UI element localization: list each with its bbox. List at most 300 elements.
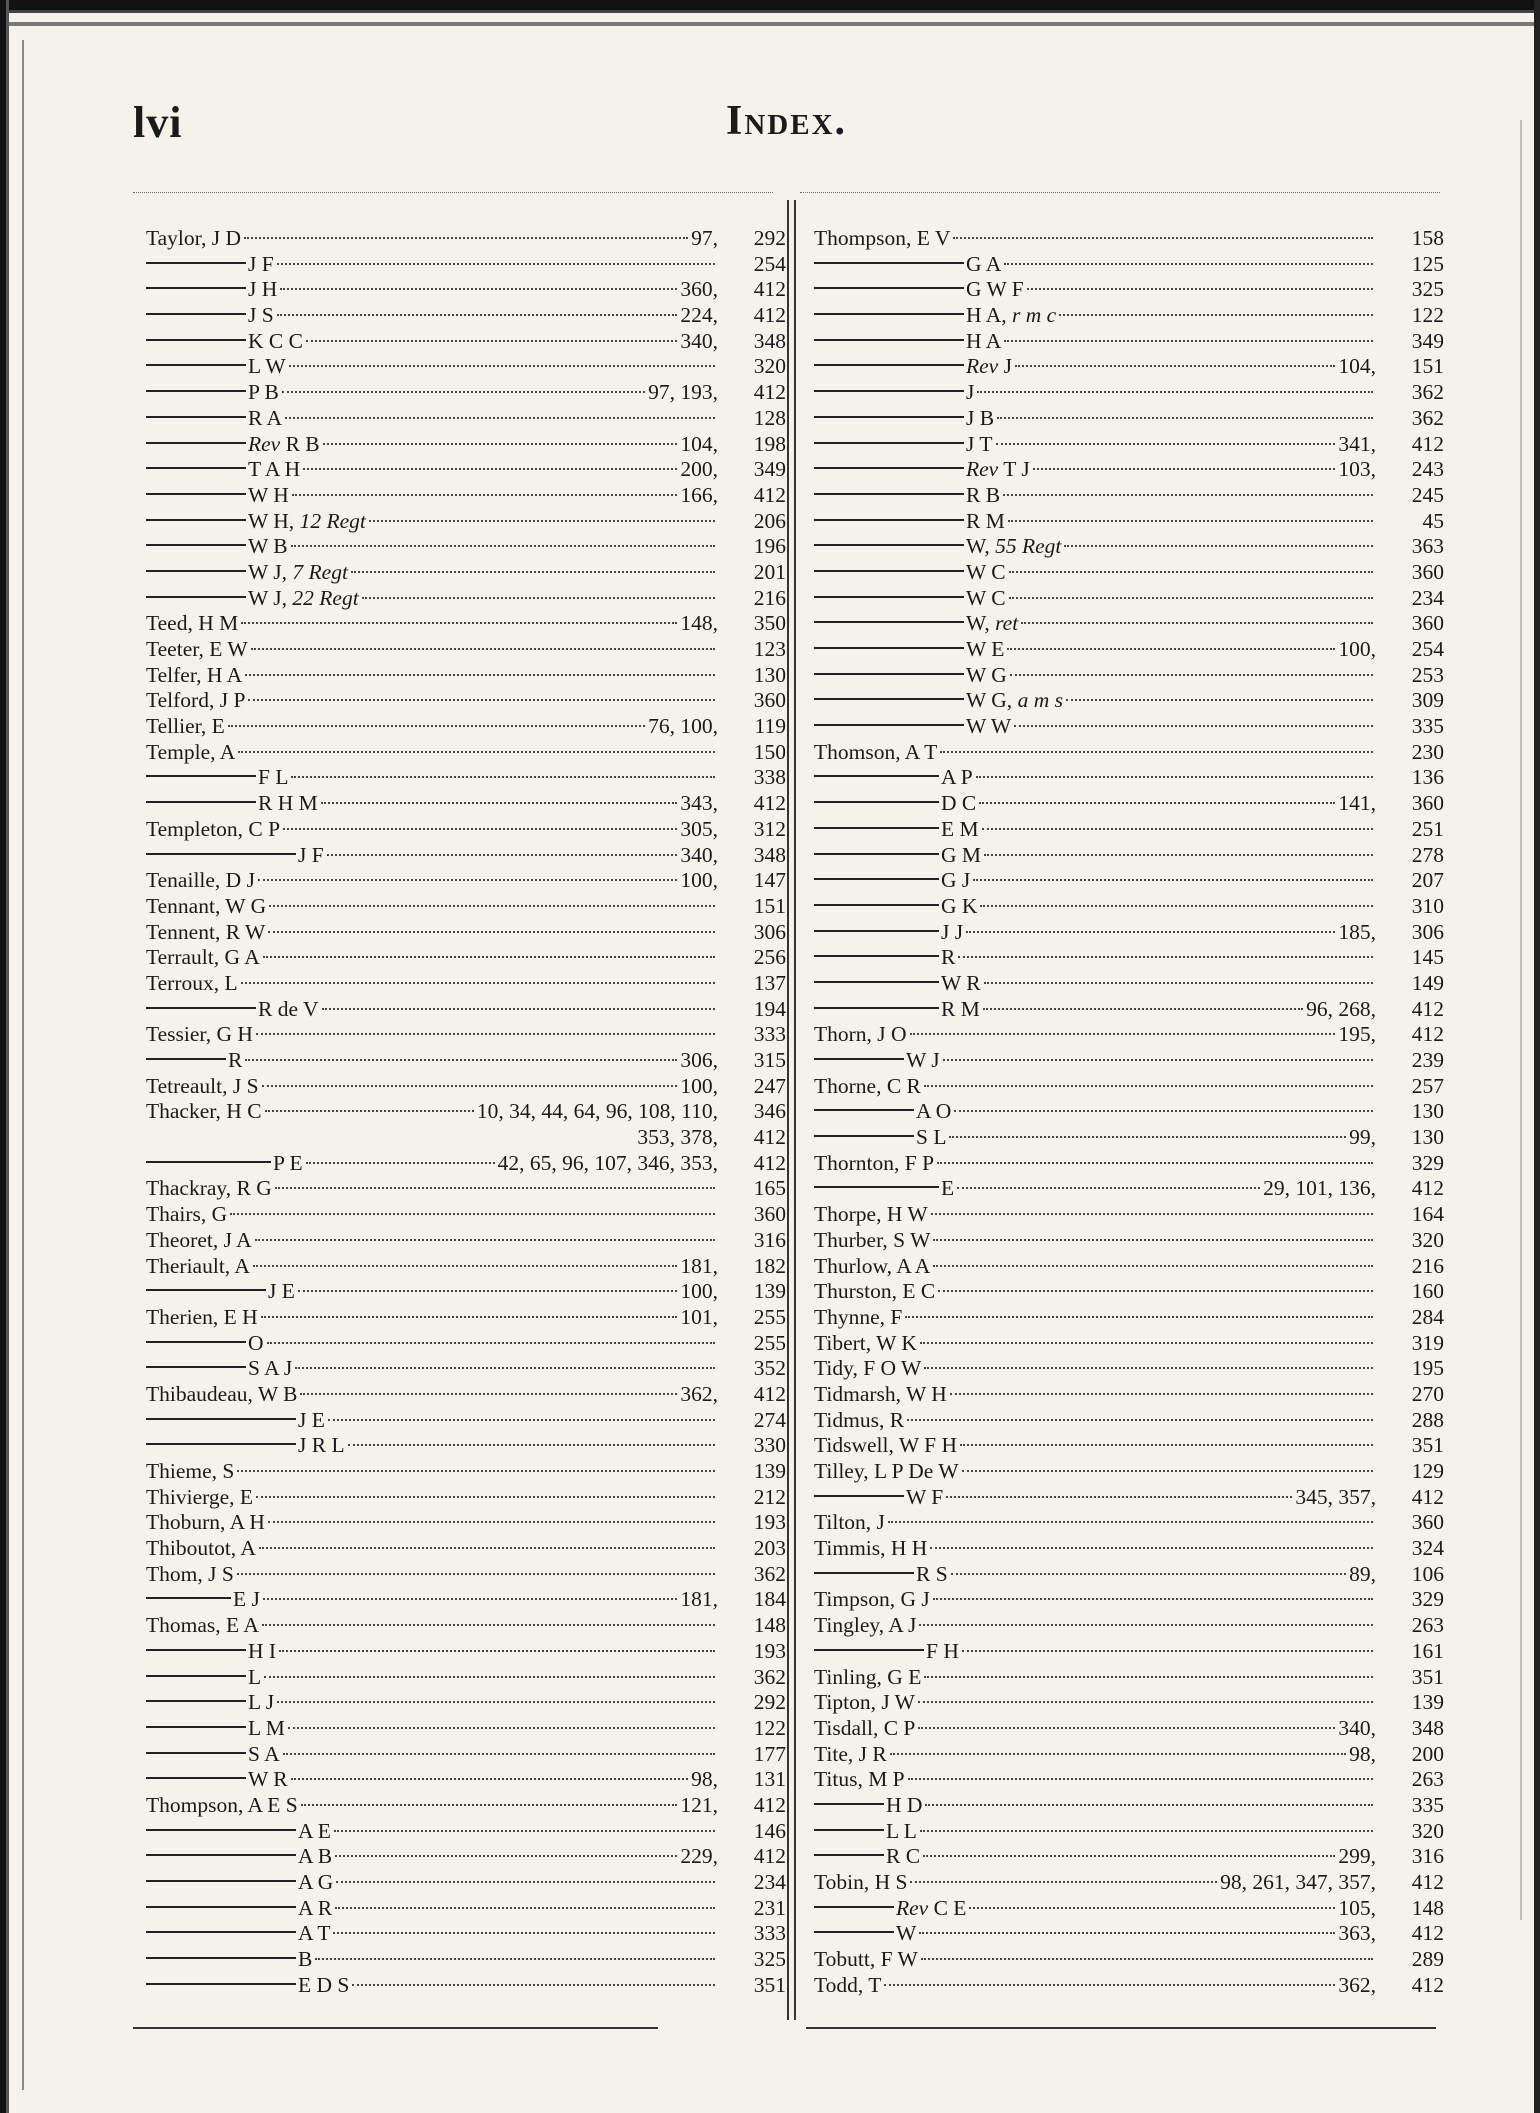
entry-page-number: 145 xyxy=(1411,945,1444,970)
page-number: lvi xyxy=(133,98,183,147)
entry-name-text: W R xyxy=(248,1767,288,1792)
dot-leader xyxy=(984,854,1373,856)
entry-page-number: 106 xyxy=(1411,1561,1444,1586)
entry-name-text: A O xyxy=(916,1099,952,1124)
dot-leader xyxy=(269,905,715,907)
entry-name-text: Tingley, A J xyxy=(814,1613,917,1638)
entry-page-number: 412 xyxy=(1411,1022,1444,1047)
index-entry xyxy=(814,714,1444,740)
entry-page-refs: 360, xyxy=(680,277,718,302)
index-entry xyxy=(146,1048,786,1074)
index-entry xyxy=(814,1433,1444,1459)
repeat-surname-dash xyxy=(146,1880,296,1882)
entry-page-number: 139 xyxy=(1411,1690,1444,1715)
entry-name-text: Tennant, W G xyxy=(146,893,267,918)
index-entry xyxy=(814,1331,1444,1357)
dot-leader xyxy=(907,1419,1373,1421)
dot-leader xyxy=(298,1290,678,1292)
dot-leader xyxy=(289,365,715,367)
entry-page-refs: 299, xyxy=(1338,1844,1376,1869)
index-entry xyxy=(814,637,1444,663)
dot-leader xyxy=(295,1367,715,1369)
entry-page-number: 234 xyxy=(753,1870,786,1894)
index-entry xyxy=(814,483,1444,509)
scan-border-left xyxy=(0,0,14,2113)
dot-leader xyxy=(262,1624,715,1626)
repeat-surname-dash xyxy=(814,1931,894,1933)
repeat-surname-dash xyxy=(146,313,246,315)
entry-name-text: Tenaille, D J xyxy=(146,868,255,893)
dot-leader xyxy=(259,1547,715,1549)
entry-name-text: E J xyxy=(233,1587,260,1612)
index-entry xyxy=(814,560,1444,586)
entry-name xyxy=(966,509,1005,535)
index-entry xyxy=(146,1639,786,1665)
entry-page-number: 130 xyxy=(1411,1099,1444,1124)
index-entry xyxy=(814,534,1444,560)
entry-suffix: a m s xyxy=(1017,688,1063,713)
dot-leader xyxy=(265,1110,474,1112)
dot-leader xyxy=(933,1239,1373,1241)
entry-name-text: R M xyxy=(941,996,980,1021)
index-entry xyxy=(814,226,1444,252)
entry-name-text: R H M xyxy=(258,791,318,816)
entry-page-number: 292 xyxy=(753,1690,786,1715)
repeat-surname-dash xyxy=(814,442,964,444)
entry-name-text: R xyxy=(228,1048,243,1072)
index-entry xyxy=(146,483,786,509)
entry-name xyxy=(814,1356,921,1382)
entry-page-refs: 353, 378, xyxy=(637,1125,718,1150)
entry-name-text: C E xyxy=(933,1895,967,1920)
entry-page-refs: 363, xyxy=(1338,1921,1376,1946)
entry-name xyxy=(248,560,348,586)
repeat-surname-dash xyxy=(814,878,939,880)
repeat-surname-dash xyxy=(146,1931,296,1933)
entry-name xyxy=(966,714,1011,740)
entry-name-text: Tennent, R W xyxy=(146,919,266,944)
dot-leader xyxy=(1033,468,1336,470)
index-entry xyxy=(146,971,786,997)
entry-page-number: 195 xyxy=(1411,1356,1444,1381)
index-entry xyxy=(814,329,1444,355)
dot-leader xyxy=(933,1598,1373,1600)
entry-name-text: Thompson, A E S xyxy=(146,1792,298,1817)
repeat-surname-dash xyxy=(814,313,964,315)
entry-page-number: 203 xyxy=(753,1536,786,1561)
entry-name-text: Teed, H M xyxy=(146,611,239,636)
dot-leader xyxy=(245,1059,677,1061)
index-entry xyxy=(146,354,786,380)
index-column-right xyxy=(814,226,1444,1998)
entry-name xyxy=(146,1176,272,1202)
entry-name xyxy=(146,920,265,946)
entry-name-text: J F xyxy=(248,251,274,276)
entry-name-text: W J, xyxy=(248,559,288,584)
index-entry xyxy=(814,1485,1444,1511)
index-entry xyxy=(146,637,786,663)
entry-page-number: 256 xyxy=(753,945,786,970)
entry-page-number: 270 xyxy=(1411,1381,1444,1406)
entry-page-number: 360 xyxy=(1411,559,1444,584)
entry-name-text: A R xyxy=(298,1895,333,1920)
entry-page-number: 362 xyxy=(753,1664,786,1689)
entry-page-refs: 89, xyxy=(1349,1561,1376,1586)
entry-name-text: Tinling, G E xyxy=(814,1664,922,1689)
entry-page-number: 325 xyxy=(1411,277,1444,302)
entry-name-text: L W xyxy=(248,354,286,379)
index-entry xyxy=(146,1665,786,1691)
entry-name-text: K C C xyxy=(248,328,303,353)
entry-name-text: A P xyxy=(941,765,973,790)
entry-page-refs: 181, xyxy=(680,1587,718,1612)
index-entry xyxy=(814,663,1444,689)
index-entry xyxy=(814,688,1444,714)
entry-name xyxy=(966,534,1061,560)
dot-leader xyxy=(924,1085,1373,1087)
entry-page-refs: 76, 100, xyxy=(648,714,718,739)
entry-page-number: 315 xyxy=(753,1048,786,1072)
index-entry xyxy=(146,1356,786,1382)
entry-name-text: S A J xyxy=(248,1356,293,1381)
repeat-surname-dash xyxy=(814,596,964,598)
entry-page-number: 360 xyxy=(1411,611,1444,636)
entry-name-text: A B xyxy=(298,1844,333,1869)
dot-leader xyxy=(958,956,1373,958)
index-entry xyxy=(146,945,786,971)
index-entry xyxy=(814,457,1444,483)
entry-page-number: 412 xyxy=(753,1844,786,1869)
entry-page-number: 412 xyxy=(753,1381,786,1406)
entry-name-text: F L xyxy=(258,765,289,790)
repeat-surname-dash xyxy=(146,493,246,495)
entry-page-number: 139 xyxy=(753,1279,786,1304)
entry-name xyxy=(248,1767,288,1793)
entry-page-refs: 10, 34, 44, 64, 96, 108, 110, xyxy=(476,1099,718,1124)
entry-name xyxy=(941,868,970,894)
entry-page-refs: 185, xyxy=(1338,919,1376,944)
index-entry xyxy=(814,252,1444,278)
index-entry xyxy=(814,1973,1444,1999)
index-entry xyxy=(146,1279,786,1305)
dot-leader xyxy=(228,725,645,727)
index-entry xyxy=(814,971,1444,997)
repeat-surname-dash xyxy=(814,647,964,649)
entry-page-refs: 345, 357, xyxy=(1295,1484,1376,1509)
repeat-surname-dash xyxy=(146,1829,296,1831)
entry-name xyxy=(814,1587,930,1613)
dot-leader xyxy=(258,879,677,881)
entry-page-number: 234 xyxy=(1411,585,1444,610)
entry-name-text: Tessier, G H xyxy=(146,1022,253,1047)
dot-leader xyxy=(248,699,715,701)
index-entry xyxy=(814,509,1444,535)
entry-page-refs: 100, xyxy=(1338,637,1376,661)
entry-page-number: 412 xyxy=(1411,996,1444,1021)
dot-leader xyxy=(933,1265,1373,1267)
dot-leader xyxy=(888,1521,1373,1523)
entry-name-text: Tidy, F O W xyxy=(814,1356,922,1381)
entry-name xyxy=(966,354,1012,380)
entry-name-text: Thornton, F P xyxy=(814,1150,935,1175)
dot-leader xyxy=(973,879,1373,881)
entry-page-number: 329 xyxy=(1411,1587,1444,1612)
index-entry xyxy=(146,252,786,278)
entry-name-text: W R xyxy=(941,970,981,995)
entry-page-number: 288 xyxy=(1411,1407,1444,1432)
entry-name xyxy=(941,997,980,1023)
entry-name-text: P B xyxy=(248,380,279,405)
index-entry xyxy=(814,1202,1444,1228)
entry-name-text: W G, xyxy=(966,688,1013,713)
dot-leader xyxy=(291,545,715,547)
index-entry xyxy=(146,1074,786,1100)
index-entry xyxy=(814,1793,1444,1819)
entry-page-number: 254 xyxy=(1411,637,1444,661)
entry-name xyxy=(273,1151,303,1177)
entry-name xyxy=(941,894,977,920)
dot-leader xyxy=(930,1547,1373,1549)
entry-page-number: 316 xyxy=(753,1227,786,1252)
entry-page-number: 136 xyxy=(1411,765,1444,790)
repeat-surname-dash xyxy=(146,853,296,855)
entry-page-number: 148 xyxy=(753,1613,786,1638)
dot-leader xyxy=(937,1162,1373,1164)
entry-title-prefix: Rev xyxy=(966,457,999,482)
entry-page-number: 351 xyxy=(1411,1664,1444,1689)
entry-page-number: 320 xyxy=(1411,1818,1444,1843)
index-entry xyxy=(146,1459,786,1485)
entry-name xyxy=(814,1536,927,1562)
entry-name xyxy=(941,791,976,817)
entry-name-text: Todd, T xyxy=(814,1972,882,1997)
repeat-surname-dash xyxy=(814,775,939,777)
dot-leader xyxy=(264,1676,715,1678)
entry-page-refs: 97, 193, xyxy=(648,380,718,405)
entry-name xyxy=(298,1973,349,1999)
dot-leader xyxy=(925,1804,1373,1806)
entry-page-number: 306 xyxy=(753,919,786,944)
entry-name-text: Tidmus, R xyxy=(814,1407,905,1432)
dot-leader xyxy=(241,622,677,624)
entry-page-number: 263 xyxy=(1411,1767,1444,1792)
entry-page-number: 177 xyxy=(753,1741,786,1766)
entry-name-text: Thieme, S xyxy=(146,1459,235,1483)
entry-page-number: 350 xyxy=(753,611,786,636)
repeat-surname-dash xyxy=(814,519,964,521)
entry-page-number: 412 xyxy=(1411,1484,1444,1509)
entry-name-text: W, xyxy=(966,611,990,636)
entry-name xyxy=(146,1074,259,1100)
entry-name xyxy=(298,843,324,869)
entry-name xyxy=(146,1613,259,1639)
entry-name-text: Thurber, S W xyxy=(814,1227,931,1252)
entry-name xyxy=(146,637,248,663)
dot-leader xyxy=(306,1162,495,1164)
index-entry xyxy=(814,997,1444,1023)
repeat-surname-dash xyxy=(814,698,964,700)
entry-name-text: Thurston, E C xyxy=(814,1279,936,1304)
entry-name-text: Thibaudeau, W B xyxy=(146,1381,298,1406)
dot-leader xyxy=(910,1881,1217,1883)
index-entry xyxy=(814,1074,1444,1100)
dot-leader xyxy=(268,1521,715,1523)
entry-name xyxy=(258,791,318,817)
dot-leader xyxy=(946,1496,1292,1498)
entry-page-number: 122 xyxy=(753,1715,786,1740)
entry-name-text: A T xyxy=(298,1921,331,1946)
repeat-surname-dash xyxy=(146,1957,296,1959)
entry-page-number: 148 xyxy=(1411,1895,1444,1920)
index-entry xyxy=(814,1870,1444,1896)
entry-page-number: 348 xyxy=(753,842,786,867)
entry-name-text: E M xyxy=(941,816,979,841)
index-entry xyxy=(146,1742,786,1768)
entry-name-text: D C xyxy=(941,791,977,816)
entry-page-number: 362 xyxy=(1411,405,1444,430)
entry-page-number: 150 xyxy=(753,739,786,764)
dot-leader xyxy=(283,1753,715,1755)
entry-name-text: Tetreault, J S xyxy=(146,1073,259,1098)
index-entry xyxy=(814,1819,1444,1845)
entry-name xyxy=(814,1510,885,1536)
entry-name xyxy=(298,1844,332,1870)
index-entry xyxy=(146,868,786,894)
entry-name xyxy=(966,329,1001,355)
index-entry xyxy=(814,1099,1444,1125)
entry-name xyxy=(966,663,1007,689)
index-entry xyxy=(146,1382,786,1408)
entry-page-number: 338 xyxy=(753,765,786,790)
repeat-surname-dash xyxy=(814,1572,914,1574)
entry-name xyxy=(886,1844,920,1870)
entry-name-text: R A xyxy=(248,405,283,430)
entry-name xyxy=(146,663,242,689)
index-entry xyxy=(146,226,786,252)
entry-name-text: H D xyxy=(886,1792,923,1817)
entry-name xyxy=(814,1305,902,1331)
header-rule-right xyxy=(800,192,1440,193)
dot-leader xyxy=(924,1676,1373,1678)
repeat-surname-dash xyxy=(146,1726,246,1728)
entry-name-text: Thomson, A T xyxy=(814,739,938,764)
entry-name xyxy=(146,1485,253,1511)
entry-page-number: 251 xyxy=(1411,816,1444,841)
entry-page-number: 412 xyxy=(753,380,786,405)
repeat-surname-dash xyxy=(814,339,964,341)
entry-page-number: 196 xyxy=(753,534,786,559)
entry-name xyxy=(248,509,366,535)
index-entry xyxy=(146,1022,786,1048)
entry-page-number: 119 xyxy=(754,714,786,739)
entry-name xyxy=(966,252,1001,278)
entry-name xyxy=(814,1716,915,1742)
repeat-surname-dash xyxy=(146,390,246,392)
dot-leader xyxy=(1010,674,1373,676)
entry-name xyxy=(298,1921,330,1947)
dot-leader xyxy=(962,1470,1373,1472)
entry-name xyxy=(146,226,241,252)
entry-name xyxy=(941,1176,954,1202)
entry-page-refs: 103, xyxy=(1338,457,1376,482)
dot-leader xyxy=(918,1701,1373,1703)
dot-leader xyxy=(920,1830,1373,1832)
repeat-surname-dash xyxy=(814,801,939,803)
entry-name xyxy=(146,1510,265,1536)
entry-name xyxy=(941,971,981,997)
repeat-surname-dash xyxy=(146,442,246,444)
entry-page-number: 253 xyxy=(1411,662,1444,687)
entry-page-number: 292 xyxy=(753,226,786,250)
entry-page-refs: 100, xyxy=(680,1279,718,1304)
index-entry xyxy=(814,354,1444,380)
dot-leader xyxy=(966,931,1335,933)
dot-leader xyxy=(943,1059,1373,1061)
index-entry xyxy=(146,1485,786,1511)
repeat-surname-dash xyxy=(814,1495,904,1497)
entry-name-text: W J xyxy=(906,1048,940,1072)
entry-page-refs: 101, xyxy=(680,1304,718,1329)
entry-name xyxy=(248,1716,285,1742)
scan-border-right-inner xyxy=(1520,120,1522,1920)
entry-name xyxy=(146,1022,253,1048)
scan-border-top-inner xyxy=(0,22,1540,26)
entry-title-prefix: Rev xyxy=(896,1895,929,1920)
entry-name xyxy=(258,997,319,1023)
entry-page-number: 312 xyxy=(753,816,786,841)
entry-page-refs: 224, xyxy=(680,303,718,328)
entry-name xyxy=(966,483,1000,509)
entry-name xyxy=(966,688,1063,714)
entry-name xyxy=(248,252,274,278)
entry-name xyxy=(814,226,950,252)
repeat-surname-dash xyxy=(814,1829,884,1831)
dot-leader xyxy=(1004,340,1373,342)
entry-name-text: Thivierge, E xyxy=(146,1484,254,1509)
dot-leader xyxy=(984,982,1373,984)
dot-leader xyxy=(262,1085,678,1087)
entry-page-number: 412 xyxy=(753,791,786,816)
dot-leader xyxy=(351,571,715,573)
entry-name xyxy=(146,740,235,766)
entry-name-text: W J, xyxy=(248,585,288,610)
repeat-surname-dash xyxy=(814,262,964,264)
dot-leader xyxy=(954,1110,1373,1112)
entry-name-text: E D S xyxy=(298,1972,350,1997)
entry-name xyxy=(966,586,1006,612)
entry-title-prefix: Rev xyxy=(248,431,281,456)
entry-page-number: 352 xyxy=(753,1356,786,1381)
entry-name-text: J J xyxy=(941,919,964,944)
index-entry xyxy=(814,1716,1444,1742)
entry-name xyxy=(248,457,300,483)
dot-leader xyxy=(919,1932,1335,1934)
entry-page-number: 412 xyxy=(1411,1870,1444,1894)
entry-name-text: T A H xyxy=(248,457,301,482)
entry-name-text: W E xyxy=(966,637,1005,661)
repeat-surname-dash xyxy=(146,1675,246,1677)
dot-leader xyxy=(938,1290,1373,1292)
entry-name xyxy=(233,1587,260,1613)
entry-page-number: 412 xyxy=(753,277,786,302)
entry-name xyxy=(966,457,1030,483)
entry-page-refs: 362, xyxy=(680,1381,718,1406)
entry-name-text: S A xyxy=(248,1741,280,1766)
entry-name-text: Tipton, J W xyxy=(814,1690,915,1715)
entry-name xyxy=(916,1125,946,1151)
dot-leader xyxy=(275,1187,715,1189)
index-entry xyxy=(146,1151,786,1177)
